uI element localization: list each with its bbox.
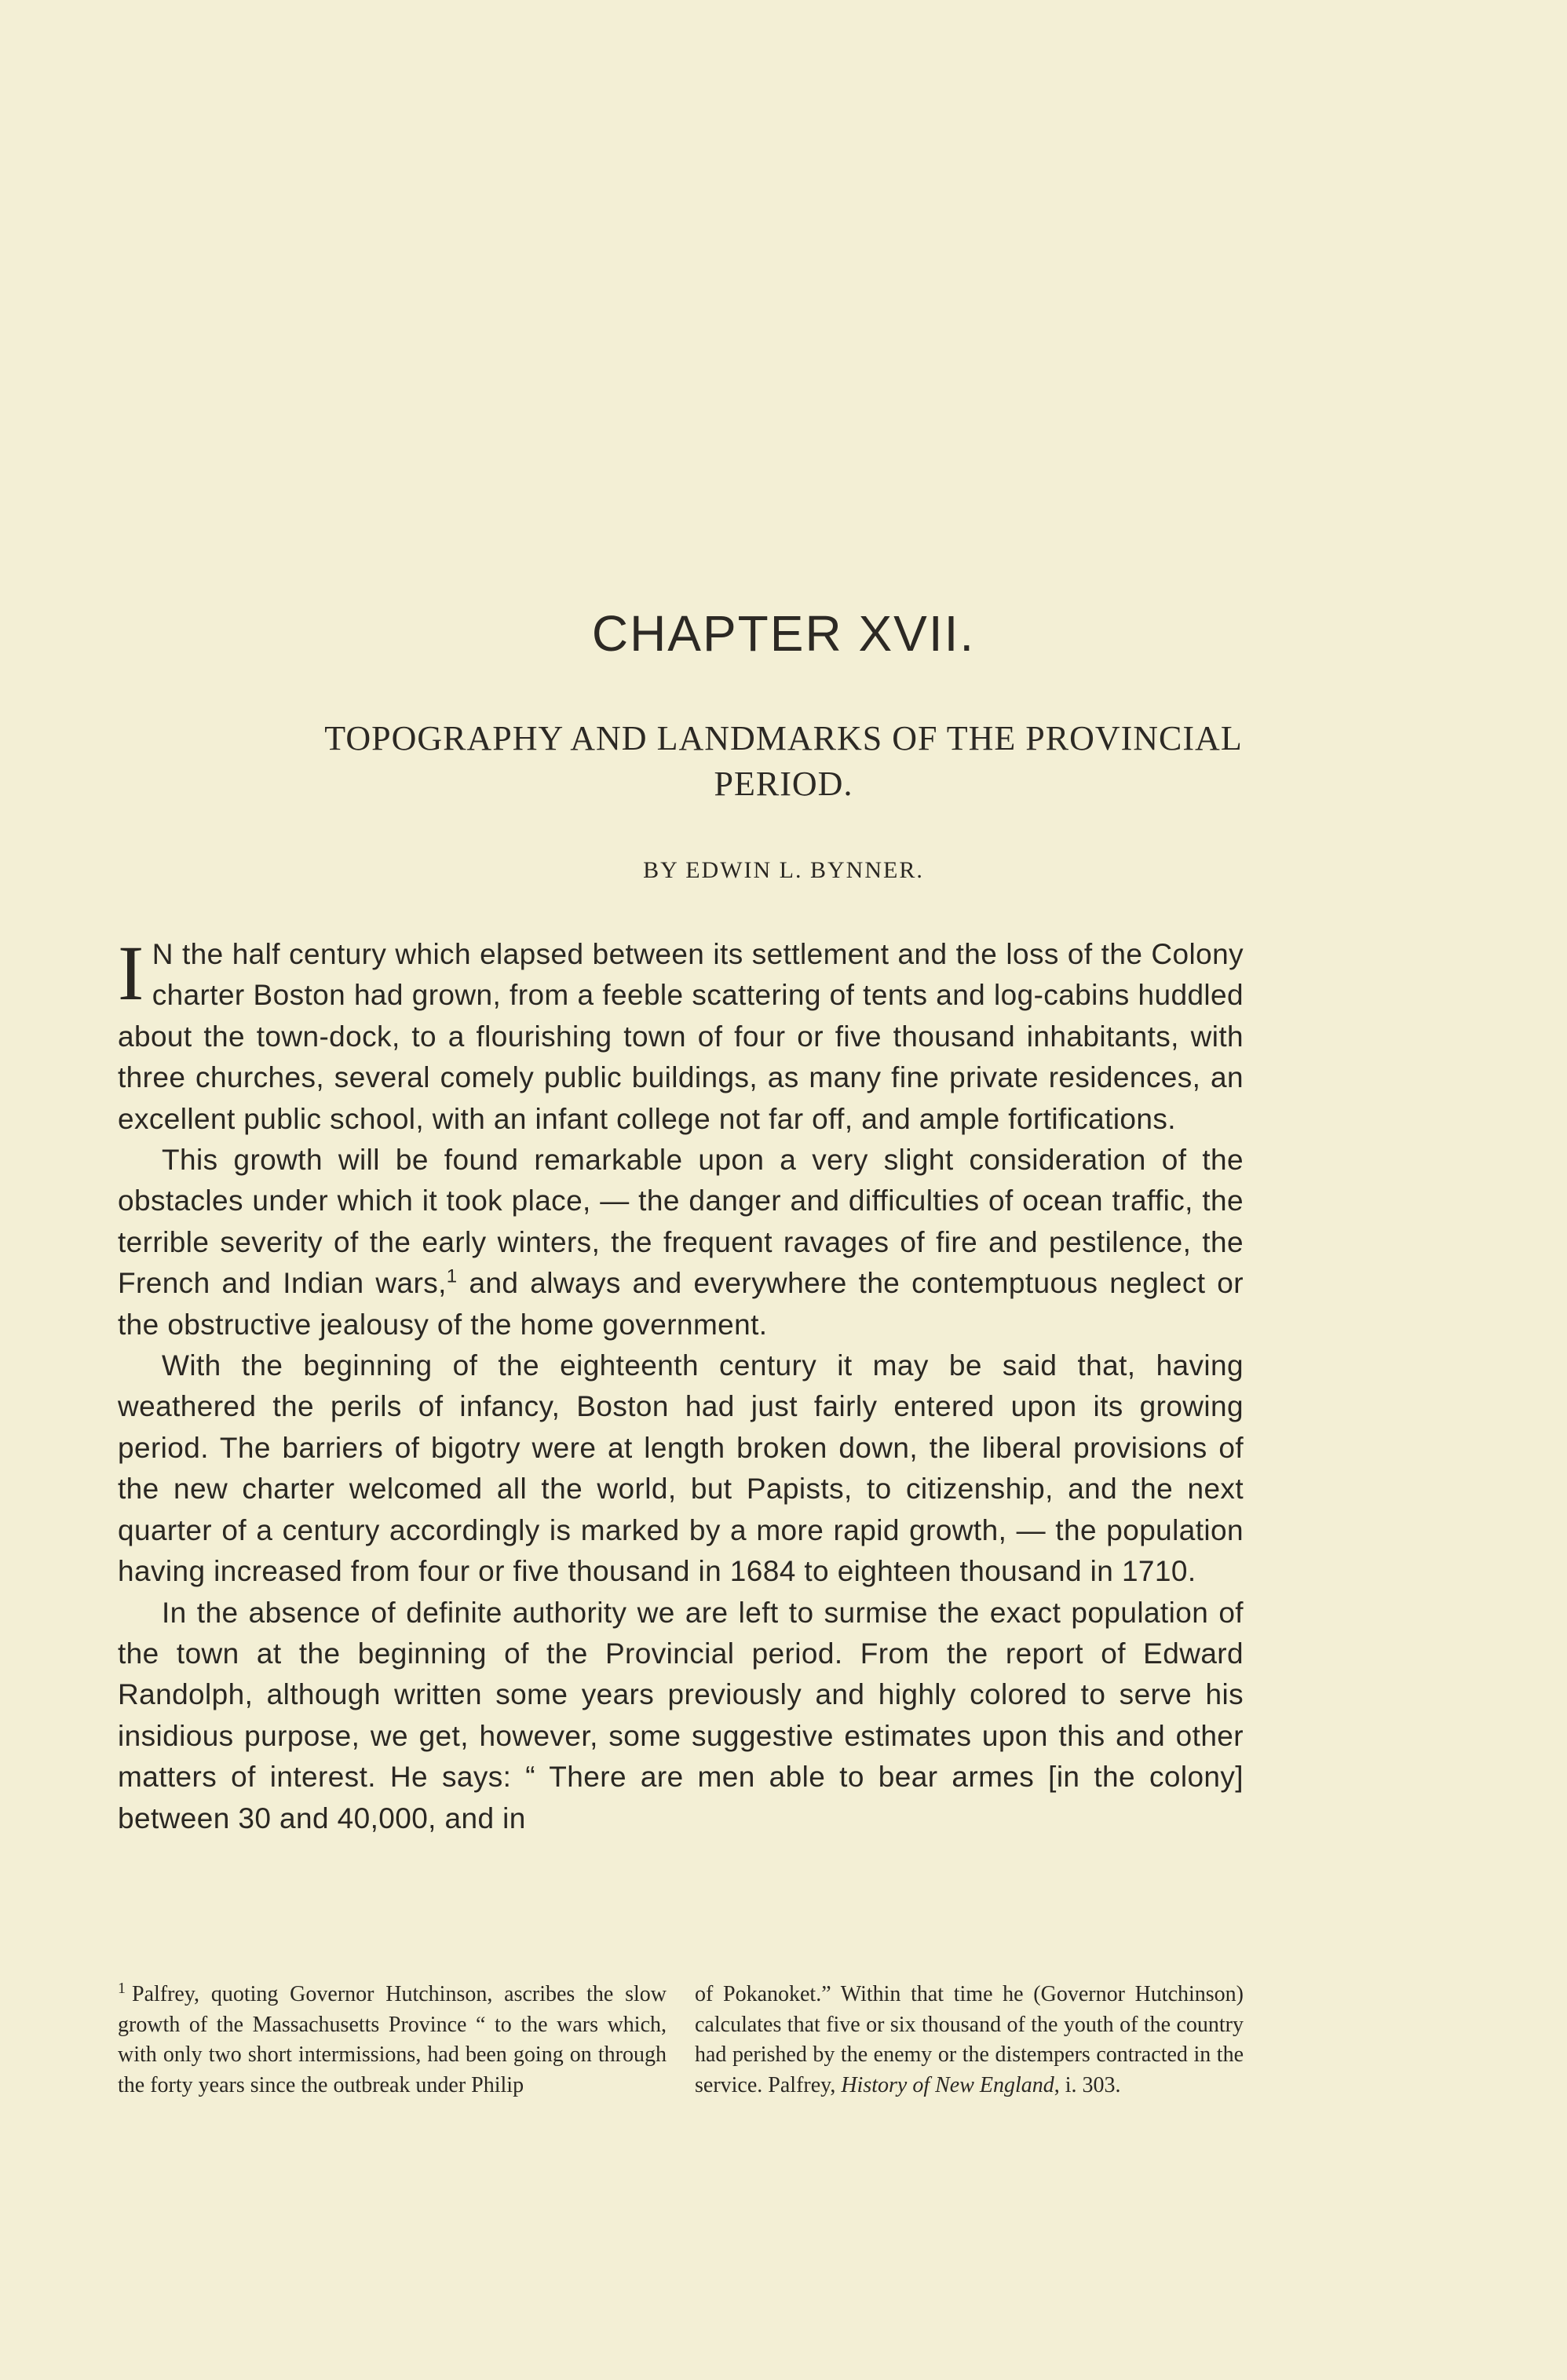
paragraph-4: In the absence of definite authority we are left to surmise the exact population of the town at the beginning of the Provincial period. From the report of Edward Randolph, although written some years previously and highly colored to serve his insidious purpose, we get, however, some suggestive estimates upon this and other matters of interest. He says: “ There are men able to bear armes [in the colony] between 30 and 40,000, and in <box>118 1596 1244 1834</box>
chapter-subtitle <box>118 716 1449 807</box>
footnotes <box>118 1980 1244 2101</box>
paragraph-2-text-b: and always and everywhere the contemptuous neglect or the obstructive jealousy of the home government. <box>118 1267 1244 1341</box>
paragraph-2 <box>118 1140 1244 1345</box>
paragraph-3: With the beginning of the eighteenth century it may be said that, having weathered the perils of infancy, Boston had just fairly entered upon its growing period. The barriers of bigotry were at length broken down, the liberal provisions of the new charter welcomed all the world, but Papists, to citizenship, and the next quarter of a century accordingly is marked by a more rapid growth, — the population having increased from four or five thousand in 1684 to eighteen thousand in 1710. <box>118 1349 1244 1588</box>
footnote-text-1: Palfrey, quoting Governor Hutchinson, ascribes the slow growth of the Massachusetts Province “ to the wars which, with only two short intermissions, had been going on through the forty years since the outbreak under Philip <box>118 1982 667 2097</box>
paragraph-2-text-a: This growth will be found remarkable upon a very slight consideration of the obstacles under which it took place, — the danger and difficulties of ocean traffic, the terrible severity of the early winters, the frequent ravages of fire and pestilence, the French and Indian wars, <box>118 1144 1244 1300</box>
footnote-number: 1 <box>118 1979 126 1997</box>
footnote-reference: , i. 303. <box>1054 2072 1121 2097</box>
footnote-book-title: History of New England <box>841 2072 1054 2097</box>
body-text <box>118 929 1244 1839</box>
subtitle-line-2: PERIOD. <box>714 765 853 803</box>
subtitle-line-1: TOPOGRAPHY AND LANDMARKS OF THE PROVINCIAL <box>324 719 1243 757</box>
chapter-heading: CHAPTER XVII. <box>591 605 976 662</box>
footnote-text-2: of Pokanoket.” Within that time he (Governor Hutchinson) calculates that five or six thousand of the youth of the country had perished by the enemy or the distempers contracted in the service. Palfrey, <box>695 1982 1244 2097</box>
footnote-marker: 1 <box>446 1265 458 1287</box>
drop-cap: I <box>118 929 144 1017</box>
paragraph-1-text: N the half century which elapsed between its settlement and the loss of the Colony charter Boston had grown, from a feeble scattering of tents and log-cabins huddled about the town-dock, to a flourishing town of four or five thousand inhabitants, with three churches, several comely public buildings, as many fine private residences, an excellent public school, with an infant college not far off, and ample fortifications. <box>118 938 1244 1135</box>
paragraph-1 <box>118 929 1244 1140</box>
footnote-column-2 <box>695 1980 1244 2101</box>
author-byline: BY EDWIN L. BYNNER. <box>643 857 924 883</box>
footnote-column-1 <box>118 1980 667 2101</box>
